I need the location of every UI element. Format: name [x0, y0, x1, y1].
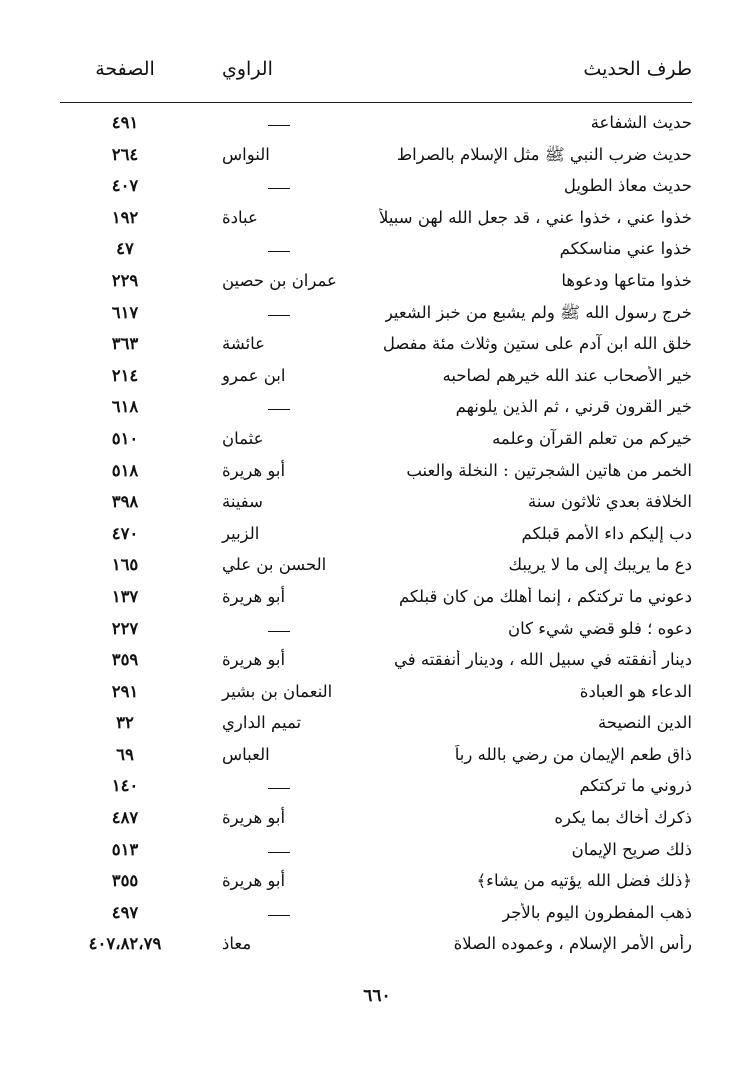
- page-ref: ١٩٢: [111, 207, 139, 227]
- narrator-name: الزبير: [222, 523, 260, 543]
- page-ref: ٤٠٧: [111, 176, 139, 196]
- narrator-dash: [268, 125, 290, 126]
- table-row: [60, 174, 692, 206]
- narrator-dash: [268, 631, 290, 632]
- page-ref: ٥١٠: [111, 428, 139, 448]
- page-ref: ١٤٠: [111, 776, 139, 796]
- table-row: [60, 395, 692, 427]
- hadith-text: خذوا متاعها ودعوها: [561, 270, 692, 290]
- hadith-text: خلق الله ابن آدم على ستين وثلاث مئة مفصل: [382, 334, 692, 354]
- page-number: ٦٦٠: [363, 986, 391, 1006]
- header-hadith: طرف الحديث: [583, 58, 692, 80]
- hadith-text: ذلك صريح الإيمان: [571, 839, 692, 859]
- narrator-dash: [268, 788, 290, 789]
- narrator-name: أبو هريرة: [222, 586, 286, 606]
- narrator-name: أبو هريرة: [222, 460, 286, 480]
- hadith-text: ذكرك أخاك بما يكره: [554, 808, 692, 828]
- page-ref: ٣٥٥: [111, 871, 139, 891]
- table-row: [60, 522, 692, 554]
- narrator-name: معاذ: [222, 934, 252, 954]
- narrator-name: العباس: [222, 744, 270, 764]
- hadith-text: ذاق طعم الإيمان من رضي بالله رباً: [454, 744, 692, 764]
- table-row: [60, 680, 692, 712]
- table-row: [60, 743, 692, 775]
- narrator-dash: [268, 315, 290, 316]
- table-row: [60, 364, 692, 396]
- table-row: [60, 553, 692, 585]
- table-row: [60, 932, 692, 964]
- header-rule: [60, 102, 692, 103]
- narrator-dash: [268, 251, 290, 252]
- hadith-text: دينار أنفقته في سبيل الله ، ودينار أنفقته في: [394, 650, 692, 670]
- narrator-name: عمران بن حصين: [222, 270, 337, 290]
- table-row: [60, 206, 692, 238]
- table-row: [60, 490, 692, 522]
- hadith-text: خير الأصحاب عند الله خيرهم لصاحبه: [442, 365, 692, 385]
- hadith-text: الدعاء هو العبادة: [579, 681, 692, 701]
- page-ref: ٤٨٧: [111, 808, 139, 828]
- page-ref: ١٦٥: [111, 555, 139, 575]
- hadith-text: خذوا عني ، خذوا عني ، قد جعل الله لهن سبيلاً: [378, 207, 692, 227]
- page-ref: ٤٠٧،٨٢،٧٩: [88, 934, 162, 954]
- page-ref: ٤٩٧: [111, 902, 139, 922]
- page-ref: ٢٩١: [111, 681, 139, 701]
- page-ref: ٤٧٠: [111, 523, 139, 543]
- narrator-name: الحسن بن علي: [222, 555, 327, 575]
- page-ref: ٦١٨: [111, 397, 139, 417]
- narrator-name: عائشة: [222, 334, 266, 354]
- page-ref: ٥١٣: [111, 839, 139, 859]
- narrator-name: أبو هريرة: [222, 650, 286, 670]
- page-ref: ٢١٤: [111, 365, 139, 385]
- table-row: [60, 617, 692, 649]
- narrator-name: النعمان بن بشير: [222, 681, 333, 701]
- page-ref: ٦٩: [116, 744, 134, 764]
- header-page: الصفحة: [95, 58, 155, 80]
- index-table: [60, 111, 692, 964]
- table-row: [60, 774, 692, 806]
- hadith-text: حديث معاذ الطويل: [563, 176, 692, 196]
- hadith-text: رأس الأمر الإسلام ، وعموده الصلاة: [453, 934, 692, 954]
- page-ref: ٢٢٧: [111, 618, 139, 638]
- narrator-dash: [268, 188, 290, 189]
- table-header: [60, 58, 692, 94]
- narrator-name: عبادة: [222, 207, 258, 227]
- table-row: [60, 143, 692, 175]
- table-row: [60, 869, 692, 901]
- narrator-name: النواس: [222, 144, 270, 164]
- page-ref: ٤٩١: [111, 113, 139, 132]
- hadith-text: الدين النصيحة: [597, 713, 692, 733]
- table-row: [60, 838, 692, 870]
- narrator-name: عثمان: [222, 428, 264, 448]
- narrator-name: سفينة: [222, 492, 263, 512]
- table-row: [60, 427, 692, 459]
- page-ref: ٢٦٤: [111, 144, 139, 164]
- table-row: [60, 301, 692, 333]
- header-narrator: الراوي: [222, 58, 273, 80]
- page-ref: ٣٩٨: [111, 492, 139, 512]
- table-row: [60, 806, 692, 838]
- hadith-text: حديث ضرب النبي ﷺ مثل الإسلام بالصراط: [396, 144, 692, 164]
- narrator-dash: [268, 915, 290, 916]
- hadith-text: حديث الشفاعة: [590, 113, 692, 132]
- hadith-text: خير القرون قرني ، ثم الذين يلونهم: [455, 397, 692, 417]
- table-row: [60, 901, 692, 933]
- page-ref: ٢٢٩: [111, 270, 139, 290]
- hadith-text: خذوا عني مناسككم: [559, 239, 692, 259]
- hadith-text: ذهب المفطرون اليوم بالأجر: [502, 902, 692, 922]
- hadith-text: خرج رسول الله ﷺ ولم يشبع من خبز الشعير: [384, 302, 692, 322]
- table-row: [60, 648, 692, 680]
- hadith-text: خيركم من تعلم القرآن وعلمه: [492, 428, 692, 448]
- narrator-name: أبو هريرة: [222, 808, 286, 828]
- table-row: [60, 585, 692, 617]
- table-row: [60, 269, 692, 301]
- page-ref: ٤٧: [116, 239, 134, 259]
- page-ref: ٦١٧: [111, 302, 139, 322]
- hadith-text: دعوني ما تركتكم ، إنما أهلك من كان قبلكم: [398, 586, 692, 606]
- hadith-text: دب إليكم داء الأمم قبلكم: [521, 523, 692, 543]
- hadith-text: ﴿ذلك فضل الله يؤتيه من يشاء﴾: [476, 871, 692, 891]
- page-ref: ٣٥٩: [111, 650, 139, 670]
- hadith-text: ذروني ما تركتكم: [579, 776, 692, 796]
- hadith-text: دع ما يريبك إلى ما لا يريبك: [508, 555, 692, 575]
- page-ref: ٥١٨: [111, 460, 139, 480]
- table-row: [60, 332, 692, 364]
- narrator-name: أبو هريرة: [222, 871, 286, 891]
- narrator-dash: [268, 409, 290, 410]
- narrator-name: ابن عمرو: [222, 365, 286, 385]
- page-ref: ٣٢: [116, 713, 134, 733]
- table-row: [60, 459, 692, 491]
- table-row: [60, 711, 692, 743]
- narrator-dash: [268, 852, 290, 853]
- table-row: [60, 111, 692, 143]
- page-ref: ١٣٧: [111, 586, 139, 606]
- hadith-text: الخلافة بعدي ثلاثون سنة: [527, 492, 692, 512]
- table-row: [60, 237, 692, 269]
- narrator-name: تميم الداري: [222, 713, 302, 733]
- page-ref: ٣٦٣: [111, 334, 139, 354]
- hadith-text: الخمر من هاتين الشجرتين : النخلة والعنب: [406, 460, 692, 480]
- hadith-text: دعوه ؛ فلو قضي شيء كان: [508, 618, 692, 638]
